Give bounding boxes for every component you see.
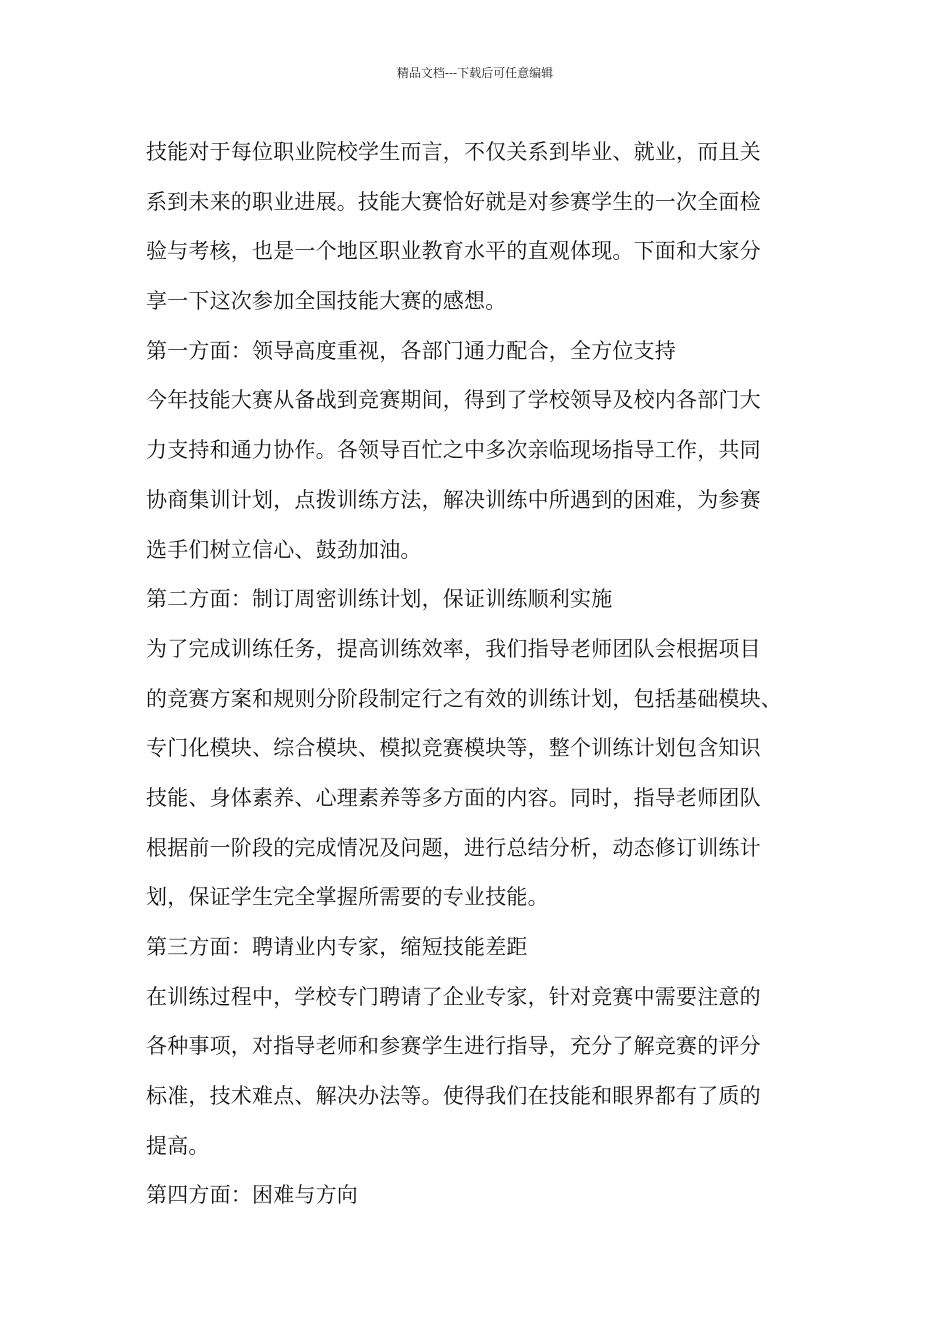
body-line: 划，保证学生完全掌握所需要的专业技能。 (146, 885, 549, 910)
body-line: 提高。 (146, 1133, 210, 1158)
body-line: 专门化模块、综合模块、模拟竞赛模块等，整个训练计划包含知识 (146, 736, 761, 761)
body-line: 验与考核，也是一个地区职业教育水平的直观体现。下面和大家分 (146, 239, 761, 264)
body-line: 技能对于每位职业院校学生而言，不仅关系到毕业、就业，而且关 (146, 140, 761, 164)
body-line: 今年技能大赛从备战到竞赛期间，得到了学校领导及校内各部门大 (146, 388, 761, 413)
section-heading: 第一方面：领导高度重视，各部门通力配合，全方位支持 (146, 338, 676, 363)
body-line: 享一下这次参加全国技能大赛的感想。 (146, 289, 507, 314)
page-header: 精品文档---下载后可任意编辑 (396, 66, 554, 80)
section-heading: 第三方面：聘请业内专家，缩短技能差距 (146, 935, 528, 959)
section-heading: 第二方面：制订周密训练计划，保证训练顺利实施 (146, 587, 613, 612)
body-line: 协商集训计划，点拨训练方法，解决训练中所遇到的困难，为参赛 (146, 487, 761, 512)
document-body (146, 128, 836, 1221)
body-line: 根据前一阶段的完成情况及问题，进行总结分析，动态修订训练计 (146, 835, 761, 860)
section-heading: 第四方面：困难与方向 (146, 1183, 358, 1208)
body-line: 为了完成训练任务，提高训练效率，我们指导老师团队会根据项目 (146, 636, 761, 661)
body-line: 标准，技术难点、解决办法等。使得我们在技能和眼界都有了质的 (146, 1084, 761, 1109)
body-line: 的竞赛方案和规则分阶段制定行之有效的训练计划，包括基础模块、 (146, 686, 782, 711)
body-line: 在训练过程中，学校专门聘请了企业专家，针对竞赛中需要注意的 (146, 984, 761, 1009)
body-line: 各种事项，对指导老师和参赛学生进行指导，充分了解竞赛的评分 (146, 1034, 761, 1059)
body-line: 系到未来的职业进展。技能大赛恰好就是对参赛学生的一次全面检 (146, 189, 761, 214)
body-line: 力支持和通力协作。各领导百忙之中多次亲临现场指导工作，共同 (146, 438, 761, 463)
body-line: 选手们树立信心、鼓劲加油。 (146, 537, 422, 562)
body-line: 技能、身体素养、心理素养等多方面的内容。同时，指导老师团队 (146, 785, 761, 810)
